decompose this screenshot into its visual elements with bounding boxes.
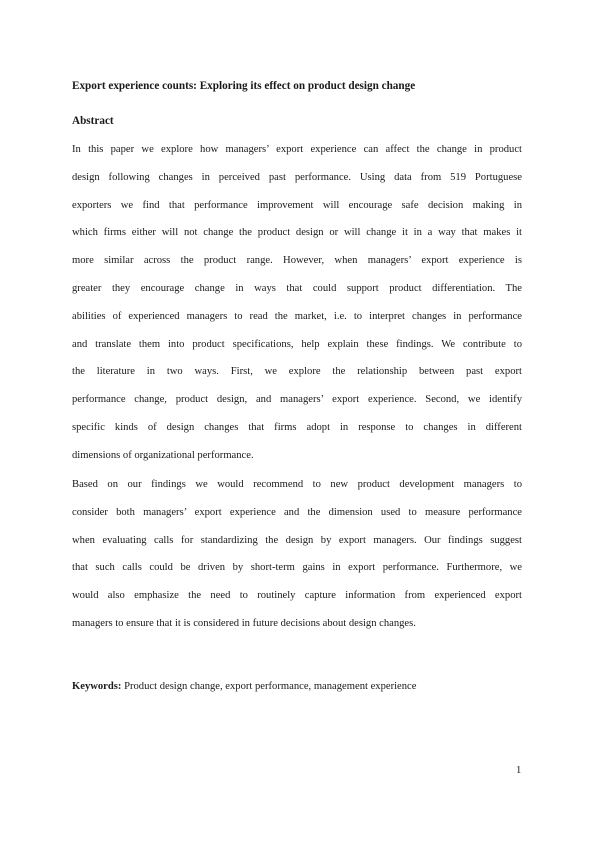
abstract-line: managers to ensure that it is considered in future decisions about design changes. (72, 618, 416, 629)
abstract-line: In this paper we explore how managers’ export experience can affect the change in product (72, 144, 522, 155)
abstract-line: that such calls could be driven by short-term gains in export performance. Furthermore, we (72, 562, 522, 574)
abstract-line: consider both managers’ export experience and the dimension used to measure performance (72, 506, 522, 518)
abstract-line: and translate them into product specifications, help explain these findings. We contribute to (72, 338, 522, 350)
page-number: 1 (516, 765, 522, 776)
abstract-heading: Abstract (72, 115, 114, 127)
keywords-text: Product design change, export performance, management experience (121, 681, 417, 692)
abstract-line: which firms either will not change the product design or will change it in a way that makes it (72, 227, 522, 239)
abstract-line: exporters we find that performance improvement will encourage safe decision making in (72, 199, 522, 211)
abstract-line: performance change, product design, and managers’ export experience. Second, we identify (72, 394, 522, 406)
abstract-line: design following changes in perceived past performance. Using data from 519 Portuguese (72, 171, 522, 183)
abstract-line: the literature in two ways. First, we explore the relationship between past export (72, 366, 522, 378)
abstract-line: specific kinds of design changes that firms adopt in response to changes in different (72, 422, 522, 433)
keywords-label: Keywords: (72, 681, 122, 692)
abstract-line: Based on our findings we would recommend to new product development managers to (72, 479, 522, 490)
abstract-line: would also emphasize the need to routinely capture information from experienced export (72, 590, 522, 602)
abstract-line: more similar across the product range. However, when managers’ export experience is (72, 255, 522, 267)
abstract-line: greater they encourage change in ways that could support product differentiation. The (72, 283, 522, 294)
keywords-line (72, 680, 416, 694)
abstract-line: when evaluating calls for standardizing the design by export managers. Our findings suggest (72, 534, 522, 546)
abstract-line: abilities of experienced managers to read the market, i.e. to interpret changes in performance (72, 310, 522, 322)
abstract-line: dimensions of organizational performance. (72, 449, 254, 461)
paper-title: Export experience counts: Exploring its effect on product design change (72, 80, 416, 92)
